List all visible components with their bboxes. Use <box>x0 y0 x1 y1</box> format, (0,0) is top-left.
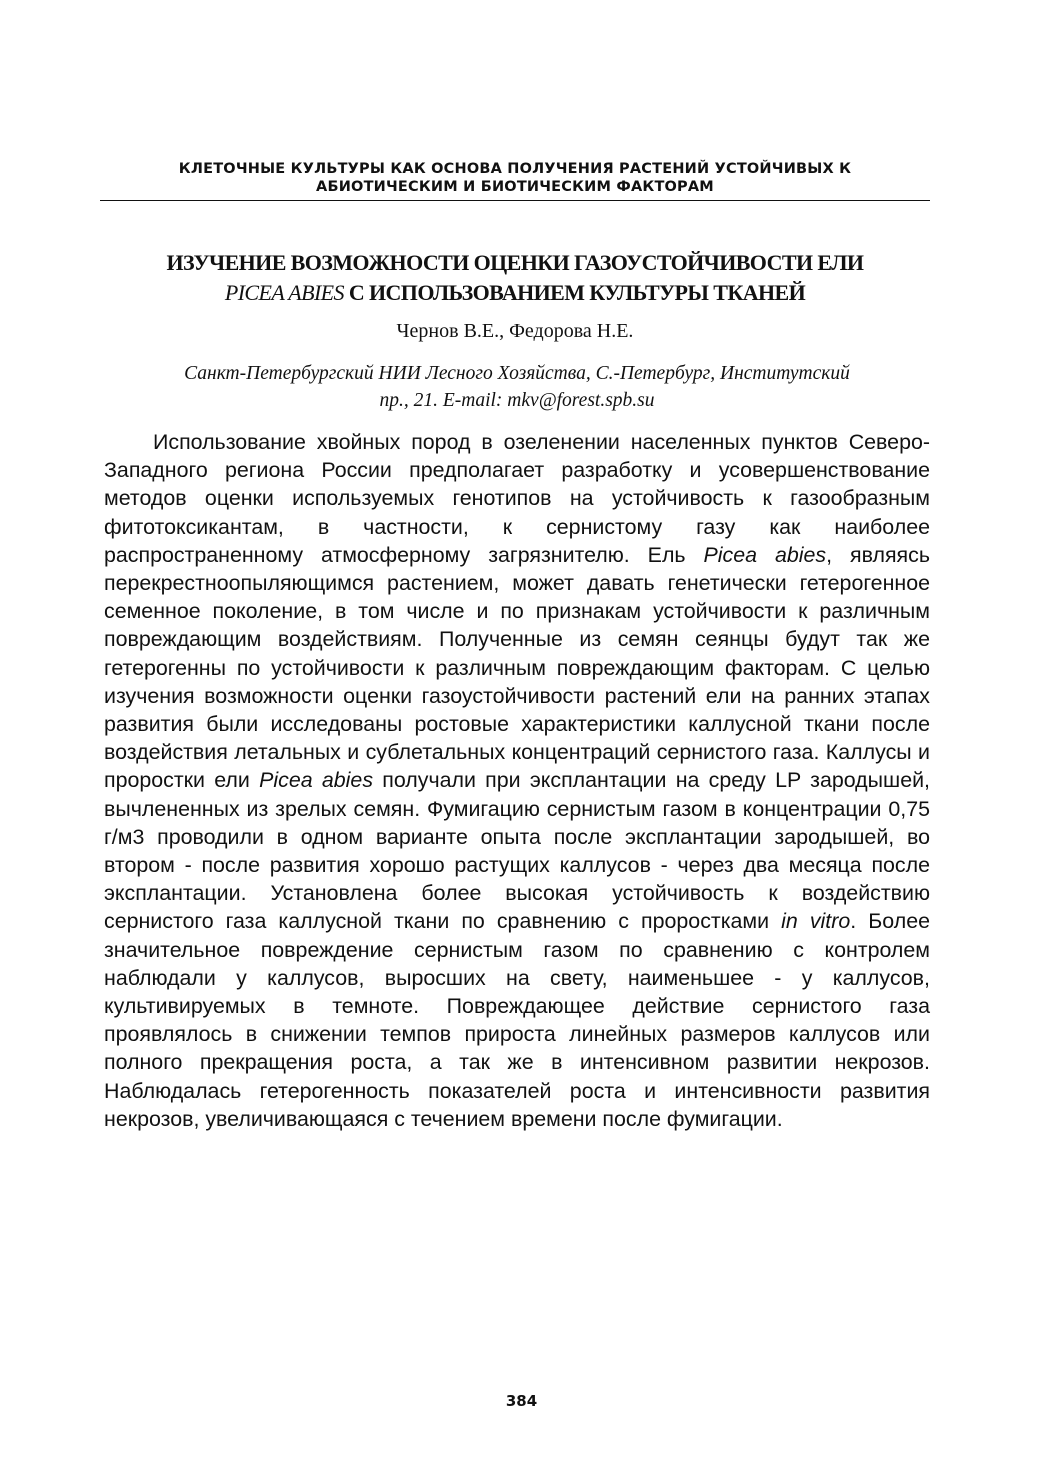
abstract-latin-2: Picea abies <box>259 768 374 793</box>
abstract-latin-3: in vitro <box>781 909 851 934</box>
abstract-paragraph <box>104 428 930 1133</box>
running-header-line-1: КЛЕТОЧНЫЕ КУЛЬТУРЫ КАК ОСНОВА ПОЛУЧЕНИЯ РАСТЕНИЙ УСТОЙЧИВЫХ К <box>178 161 852 177</box>
running-header <box>100 160 930 201</box>
title-line-2-rest: С ИСПОЛЬЗОВАНИЕМ КУЛЬТУРЫ ТКАНЕЙ <box>343 280 806 305</box>
abstract-text-1: Использование хвойных пород в озеленении населенных пунктов Северо-Западного региона России предполагает разработку и усовершенствование методов оценки используемых генотипов на устойчивость к газообразным фитотоксикантам, в частности, к сернистому газу как наиболее распространенному атмосферному загрязнителю. Ель <box>104 430 930 567</box>
authors: Чернов В.Е., Федорова Н.Е. <box>396 320 634 342</box>
page-number: 384 <box>505 1392 538 1410</box>
affiliation-line-1: Санкт-Петербургский НИИ Лесного Хозяйства, С.-Петербург, Институтский <box>184 363 850 384</box>
article-title <box>110 248 920 308</box>
title-latin-name: PICEA ABIES <box>224 280 344 305</box>
abstract-text-3: получали при эксплантации на среду LP зародышей, вычлененных из зрелых семян. Фумигацию сернистым газом в концентрации 0,75 г/м3 проводили в одном варианте опыта после эксплантации зародышей, во втором - после развития хорошо растущих каллусов - через два месяца после эксплантации. Установлена более высокая устойчивость к воздействию сернистого газа каллусной ткани по сравнению с проростками <box>104 768 930 934</box>
affiliation <box>108 360 926 414</box>
title-line-1: ИЗУЧЕНИЕ ВОЗМОЖНОСТИ ОЦЕНКИ ГАЗОУСТОЙЧИВОСТИ ЕЛИ <box>166 250 864 275</box>
abstract-text-2: , являясь перекрестноопыляющимся растением, может давать генетически гетерогенное семенное поколение, в том числе и по признакам устойчивости к различным повреждающим воздействиям. Полученные из семян сеянцы будут так же гетерогенны по устойчивости к различным повреждающим факторам. С целью изучения возможности оценки газоустойчивости растений ели на ранних этапах развития были исследованы ростовые характеристики каллусной ткани после воздействия летальных и сублетальных концентраций сернистого газа. Каллусы и проростки ели <box>104 542 930 793</box>
abstract-text-4: . Более значительное повреждение сернистым газом по сравнению с контролем наблюдали у каллусов, выросших на свету, наименьшее - у каллусов, культивируемых в темноте. Повреждающее действие сернистого газа проявлялось в снижении темпов прироста линейных размеров каллусов или полного прекращения роста, а так же в интенсивном развитии некрозов. Наблюдалась гетерогенность показателей роста и интенсивности развития некрозов, увеличивающаяся с течением времени после фумигации. <box>104 909 930 1131</box>
affiliation-line-2: пр., 21. E-mail: mkv@forest.spb.su <box>379 390 655 411</box>
title-line-2 <box>110 278 920 308</box>
header-divider <box>100 200 930 201</box>
running-header-line-2: АБИОТИЧЕСКИМ И БИОТИЧЕСКИМ ФАКТОРАМ <box>316 179 714 195</box>
abstract-latin-1: Picea abies <box>703 542 827 567</box>
